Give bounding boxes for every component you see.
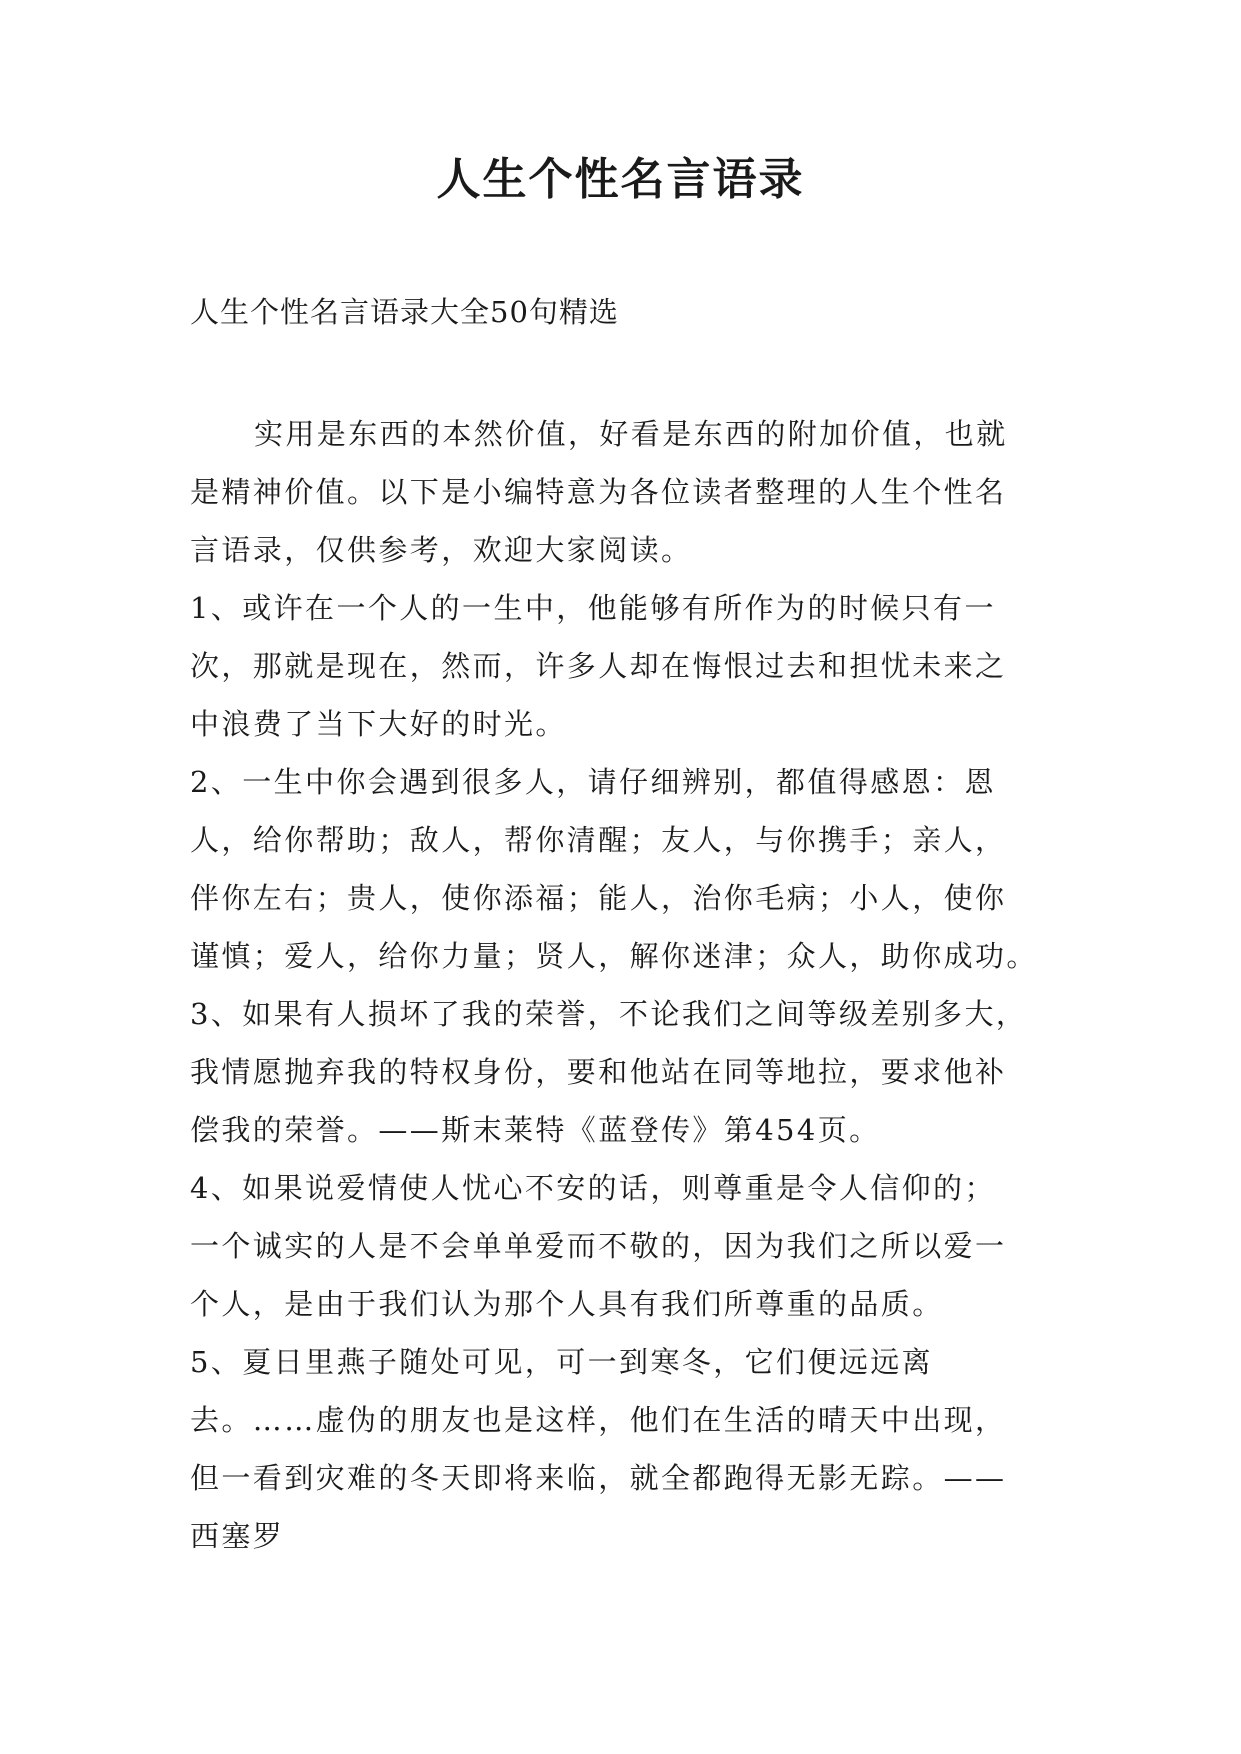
quote-3-line: 我情愿抛弃我的特权身份，要和他站在同等地拉，要求他补 — [190, 1055, 1007, 1089]
document-subtitle: 人生个性名言语录大全50句精选 — [190, 295, 619, 329]
quote-4-line: 个人，是由于我们认为那个人具有我们所尊重的品质。 — [190, 1287, 944, 1321]
quote-5-line: 去。……虚伪的朋友也是这样，他们在生活的晴天中出现， — [190, 1403, 1007, 1437]
intro-line: 实用是东西的本然价值，好看是东西的附加价值，也就 — [254, 417, 1008, 451]
quote-5-line: 但一看到灾难的冬天即将来临，就全都跑得无影无踪。—— — [190, 1461, 1007, 1495]
quote-2-line: 谨慎；爱人，给你力量；贤人，解你迷津；众人，助你成功。 — [190, 939, 1038, 973]
document-body — [190, 405, 1060, 1565]
quote-1-line: 1、或许在一个人的一生中，他能够有所作为的时候只有一 — [190, 591, 996, 625]
quote-2-line: 人，给你帮助；敌人，帮你清醒；友人，与你携手；亲人， — [190, 823, 1007, 857]
quote-2-line: 2、一生中你会遇到很多人，请仔细辨别，都值得感恩：恩 — [190, 765, 996, 799]
document-title: 人生个性名言语录 — [436, 154, 805, 205]
quote-1-line: 次，那就是现在，然而，许多人却在悔恨过去和担忧未来之 — [190, 649, 1007, 683]
quote-4-line: 一个诚实的人是不会单单爱而不敬的，因为我们之所以爱一 — [190, 1229, 1007, 1263]
quote-5-line: 西塞罗 — [190, 1519, 285, 1553]
intro-line: 言语录，仅供参考，欢迎大家阅读。 — [190, 533, 693, 567]
quote-1-line: 中浪费了当下大好的时光。 — [190, 707, 567, 741]
intro-line: 是精神价值。以下是小编特意为各位读者整理的人生个性名 — [190, 475, 1007, 509]
quote-5-line: 5、夏日里燕子随处可见，可一到寒冬，它们便远远离 — [190, 1345, 934, 1379]
quote-3-line: 3、如果有人损坏了我的荣誉，不论我们之间等级差别多大， — [190, 997, 1028, 1031]
quote-4-line: 4、如果说爱情使人忧心不安的话，则尊重是令人信仰的； — [190, 1171, 996, 1205]
quote-3-line: 偿我的荣誉。——斯末莱特《蓝登传》第454页。 — [190, 1113, 881, 1147]
quote-2-line: 伴你左右；贵人，使你添福；能人，治你毛病；小人，使你 — [190, 881, 1007, 915]
